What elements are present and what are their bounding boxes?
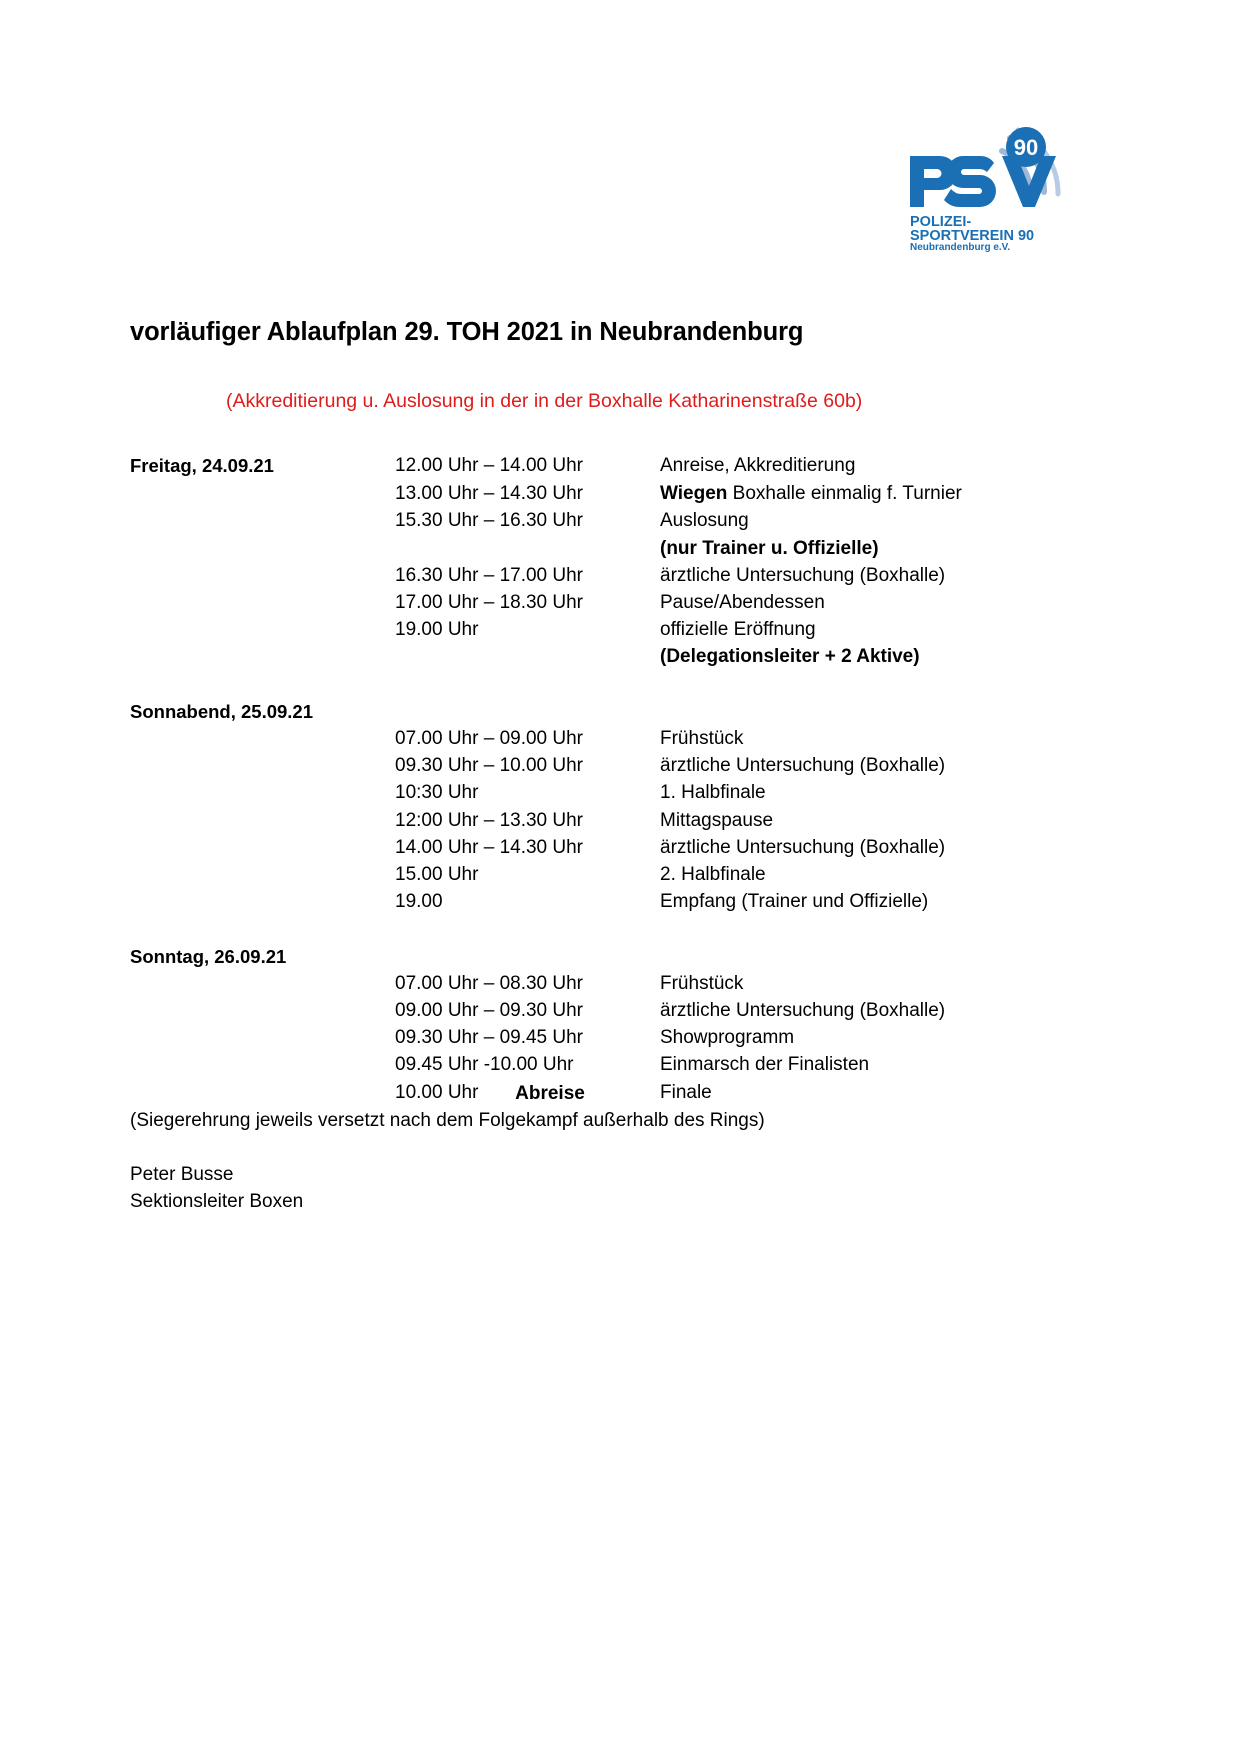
- schedule-row: [130, 752, 1090, 779]
- schedule-row-time: 17.00 Uhr – 18.30 Uhr: [395, 592, 584, 614]
- schedule-row-description: ärztliche Untersuchung (Boxhalle): [660, 1000, 946, 1022]
- schedule-row-time: 13.00 Uhr – 14.30 Uhr: [395, 483, 584, 505]
- schedule-row-time: 07.00 Uhr – 09.00 Uhr: [395, 728, 584, 750]
- logo-line-2: SPORTVEREIN 90: [910, 228, 1035, 244]
- schedule-row-spacer: [130, 779, 395, 806]
- logo-badge-number: 90: [1013, 135, 1039, 160]
- schedule-row-description: [660, 480, 1090, 507]
- signature-role: Sektionsleiter Boxen: [130, 1191, 304, 1213]
- schedule-row-description: Anreise, Akkreditierung: [660, 455, 856, 476]
- page-title: vorläufiger Ablaufplan 29. TOH 2021 in Neubrandenburg: [130, 318, 804, 346]
- schedule-row-time: 09.30 Uhr – 10.00 Uhr: [395, 755, 584, 777]
- schedule-row-time: 10.00 Uhr: [395, 1081, 479, 1103]
- schedule-row: [130, 535, 1090, 562]
- schedule-day-heading: Sonnabend, 25.09.21: [130, 700, 314, 722]
- schedule-row-description: ärztliche Untersuchung (Boxhalle): [660, 755, 946, 777]
- schedule-day-gap: [130, 915, 1090, 942]
- logo-line-3: Neubrandenburg e.V.: [910, 242, 1011, 252]
- schedule-row-spacer: [130, 861, 395, 888]
- schedule-row-description: offizielle Eröffnung: [660, 619, 816, 641]
- schedule-row-time: [395, 643, 660, 670]
- schedule-day-gap: [130, 671, 1090, 698]
- schedule-row: [130, 643, 1090, 670]
- schedule-row-time: 12:00 Uhr – 13.30 Uhr: [395, 809, 584, 831]
- schedule-row-description: ärztliche Untersuchung (Boxhalle): [660, 836, 946, 858]
- schedule-row-time: 09.00 Uhr – 09.30 Uhr: [395, 1000, 584, 1022]
- schedule-row-time: [395, 535, 660, 562]
- schedule-table: [130, 452, 1090, 1106]
- schedule-row-spacer: [130, 888, 395, 915]
- siegerehrung-note: (Siegerehrung jeweils versetzt nach dem Folgekampf außerhalb des Rings): [130, 1110, 765, 1131]
- schedule-row: [130, 452, 1090, 480]
- schedule-row-description: Frühstück: [660, 972, 744, 994]
- schedule-row-description: Auslosung: [660, 510, 749, 532]
- schedule-row-time: 15.30 Uhr – 16.30 Uhr: [395, 510, 584, 532]
- schedule-row: [130, 807, 1090, 834]
- schedule-row: [130, 997, 1090, 1024]
- schedule-row: [130, 562, 1090, 589]
- schedule-row-time: 12.00 Uhr – 14.00 Uhr: [395, 455, 584, 476]
- schedule-row-spacer: [130, 807, 395, 834]
- schedule-row: [130, 589, 1090, 616]
- schedule-row-description: Pause/Abendessen: [660, 592, 825, 614]
- schedule-row: [130, 861, 1090, 888]
- schedule-day-block: [130, 452, 1090, 671]
- abreise-heading: Abreise: [515, 1083, 585, 1104]
- schedule-row: [130, 834, 1090, 861]
- schedule-row-spacer: [130, 970, 395, 997]
- schedule-row-time: 15.00 Uhr: [395, 864, 479, 886]
- schedule-row-description: Mittagspause: [660, 809, 774, 831]
- schedule-row-spacer: [130, 725, 395, 752]
- schedule-row-time: 19.00: [395, 891, 443, 913]
- schedule-row: [130, 1024, 1090, 1051]
- schedule-row-time: 14.00 Uhr – 14.30 Uhr: [395, 836, 584, 858]
- schedule-row: [130, 480, 1090, 507]
- schedule-row: [130, 779, 1090, 806]
- schedule-row-description: Finale: [660, 1081, 712, 1103]
- signature-name: Peter Busse: [130, 1164, 234, 1185]
- schedule-row-description: Empfang (Trainer und Offizielle): [660, 891, 929, 913]
- schedule-row-description: 2. Halbfinale: [660, 864, 766, 886]
- schedule-row-description: Showprogramm: [660, 1027, 795, 1049]
- schedule-row-description: Frühstück: [660, 728, 744, 750]
- schedule-day-heading: Sonntag, 26.09.21: [130, 945, 287, 967]
- schedule-row-spacer: [130, 997, 395, 1024]
- schedule-row-time: [130, 452, 395, 480]
- schedule-row-description: (nur Trainer u. Offizielle): [660, 537, 879, 559]
- schedule-row-time: 10:30 Uhr: [395, 782, 479, 804]
- schedule-row: [130, 725, 1090, 752]
- schedule-row-description: ärztliche Untersuchung (Boxhalle): [660, 564, 946, 586]
- schedule-row-spacer: [130, 562, 395, 589]
- schedule-row-time: 09.45 Uhr -10.00 Uhr: [395, 1054, 574, 1076]
- schedule-row-spacer: [130, 507, 395, 534]
- schedule-day-block: [130, 698, 1090, 916]
- schedule-row: [130, 888, 1090, 915]
- schedule-row-description: 1. Halbfinale: [660, 782, 766, 804]
- schedule-row-time: 07.00 Uhr – 08.30 Uhr: [395, 972, 584, 994]
- schedule-row-emphasis: Wiegen: [660, 483, 728, 505]
- schedule-row-time: 09.30 Uhr – 09.45 Uhr: [395, 1027, 584, 1049]
- schedule-row-spacer: [130, 834, 395, 861]
- schedule-row-spacer: [130, 535, 395, 562]
- schedule-row-description: (Delegationsleiter + 2 Aktive): [660, 646, 920, 668]
- schedule-row-time: 19.00 Uhr: [395, 619, 479, 641]
- schedule-row-spacer: [130, 752, 395, 779]
- schedule-row-spacer: [130, 643, 395, 670]
- psv-logo-graphic: [898, 126, 1078, 252]
- schedule-row-spacer: [130, 1024, 395, 1051]
- logo-line-1: POLIZEI-: [910, 214, 972, 230]
- schedule-row-spacer: [130, 480, 395, 507]
- schedule-row-time: 16.30 Uhr – 17.00 Uhr: [395, 564, 584, 586]
- schedule-row: [130, 507, 1090, 534]
- schedule-row: [130, 970, 1090, 997]
- schedule-row-spacer: [130, 589, 395, 616]
- schedule-day-heading: Freitag, 24.09.21: [130, 455, 274, 476]
- psv-logo: [898, 126, 1078, 252]
- schedule-row: [130, 1051, 1090, 1078]
- schedule-row-description-rest: Boxhalle einmalig f. Turnier: [727, 483, 962, 505]
- signature-block: [130, 1161, 303, 1215]
- schedule-row-description: Einmarsch der Finalisten: [660, 1054, 870, 1076]
- schedule-row-spacer: [130, 616, 395, 643]
- page-subtitle: (Akkreditierung u. Auslosung in der in der Boxhalle Katharinenstraße 60b): [226, 390, 863, 412]
- schedule-row: [130, 616, 1090, 643]
- schedule-row-spacer: [130, 1051, 395, 1078]
